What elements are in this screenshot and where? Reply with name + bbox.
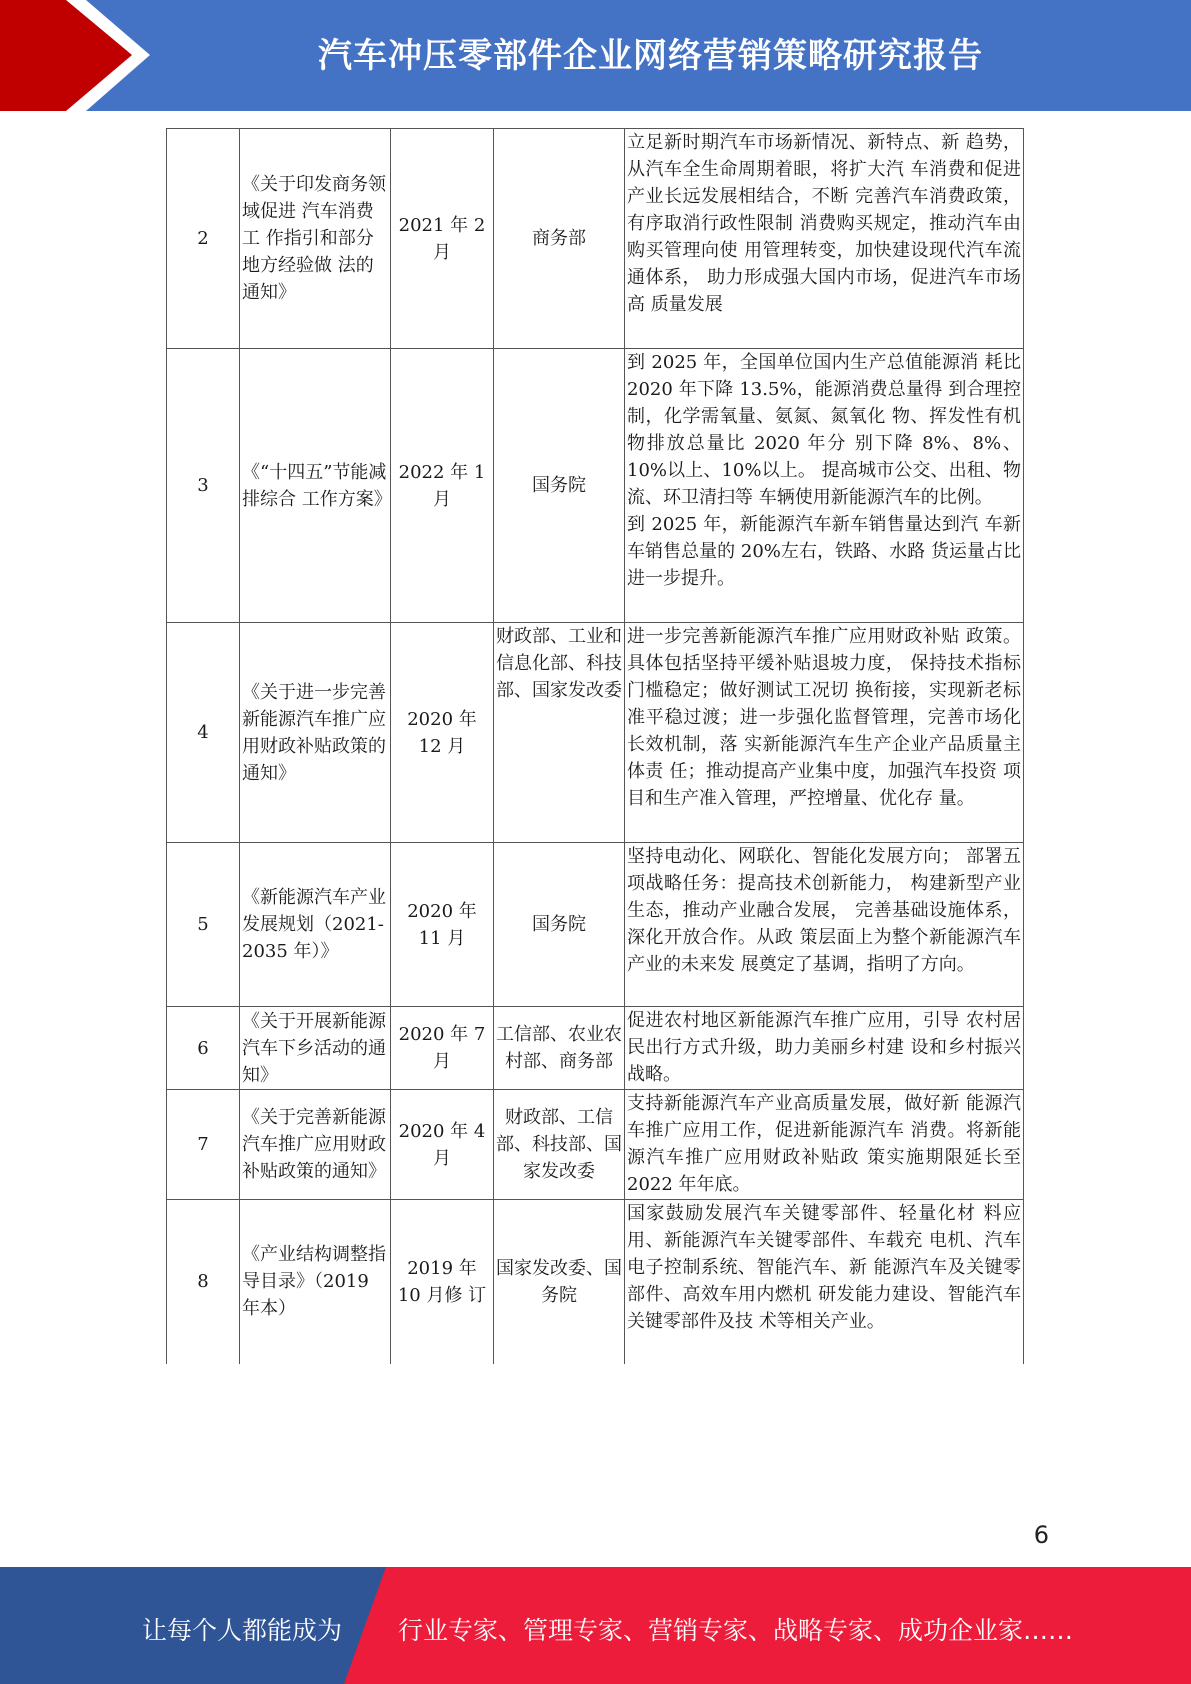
issuing-department: 商务部 (494, 129, 625, 349)
row-number: 2 (167, 129, 240, 349)
issue-date: 2020 年 11 月 (391, 843, 494, 1007)
row-number: 4 (167, 623, 240, 843)
issuing-department: 国务院 (494, 349, 625, 623)
policy-name: 《关于完善新能源汽车推广应用财政补贴政策的通知》 (240, 1090, 391, 1200)
description-paragraph: 到 2025 年，全国单位国内生产总值能源消 耗比 2020 年下降 13.5%，能源消费总量得 到合理控制，化学需氧量、氨氮、氮氧化 物、挥发性有机物排放总量比 2020 年分 别下降 8%、8%、10%以上、10%以上。 提高城市公交、出租、物流、环卫清扫等 车辆使用新能源汽车的比例。 (627, 352, 1021, 508)
issuing-department: 财政部、工业和信息化部、科技部、国家发改委 (494, 623, 625, 843)
footer-slogan-left: 让每个人都能成为 (142, 1616, 343, 1645)
issuing-department: 工信部、农业农村部、商务部 (494, 1007, 625, 1090)
page-footer (0, 1567, 1191, 1684)
table-row (167, 129, 1024, 349)
policy-description: 支持新能源汽车产业高质量发展，做好新 能源汽车推广应用工作，促进新能源汽车 消费。将新能源汽车推广应用财政补贴政 策实施期限延长至 2022 年年底。 (625, 1090, 1024, 1200)
issuing-department: 财政部、工信部、科技部、国家发改委 (494, 1090, 625, 1200)
row-number: 8 (167, 1200, 240, 1364)
issue-date: 2020 年 12 月 (391, 623, 494, 843)
issuing-department: 国务院 (494, 843, 625, 1007)
issue-date: 2019 年 10 月修 订 (391, 1200, 494, 1364)
row-number: 6 (167, 1007, 240, 1090)
policy-name: 《关于进一步完善新能源汽车推广应用财政补贴政策的通知》 (240, 623, 391, 843)
table-row (167, 349, 1024, 623)
issue-date: 2020 年 4 月 (391, 1090, 494, 1200)
row-number: 7 (167, 1090, 240, 1200)
policy-description: 进一步完善新能源汽车推广应用财政补贴 政策。具体包括坚持平缓补贴退坡力度， 保持技术指标门槛稳定；做好测试工况切 换衔接，实现新老标准平稳过渡；进一步强化监督管理，完善市场化长效机制，落 实新能源汽车生产企业产品质量主体责 任；推动提高产业集中度，加强汽车投资 项目和生产准入管理，严控增量、优化存 量。 (625, 623, 1024, 843)
row-number: 5 (167, 843, 240, 1007)
policy-name: 《关于开展新能源汽车下乡活动的通知》 (240, 1007, 391, 1090)
policy-description: 促进农村地区新能源汽车推广应用，引导 农村居民出行方式升级，助力美丽乡村建 设和乡村振兴战略。 (625, 1007, 1024, 1090)
policy-name: 《产业结构调整指导目录》（2019 年本） (240, 1200, 391, 1364)
issue-date: 2020 年 7 月 (391, 1007, 494, 1090)
policy-table (166, 128, 1024, 1364)
table-row (167, 1200, 1024, 1364)
page-header (0, 0, 1191, 111)
issue-date: 2021 年 2 月 (391, 129, 494, 349)
header-arrow-decoration-red (0, 0, 132, 111)
policy-description: 国家鼓励发展汽车关键零部件、轻量化材 料应用、新能源汽车关键零部件、车载充 电机、汽车电子控制系统、智能汽车、新 能源汽车及关键零部件、高效车用内燃机 研发能力建设、智能汽车关键零部件及技 术等相关产业。 (625, 1200, 1024, 1364)
description-paragraph: 到 2025 年，新能源汽车新车销售量达到汽 车新车销售总量的 20%左右，铁路、水路 货运量占比进一步提升。 (627, 514, 1021, 589)
table-row (167, 1090, 1024, 1200)
table-row (167, 843, 1024, 1007)
policy-name: 《“十四五”节能减排综合 工作方案》 (240, 349, 391, 623)
policy-description: 坚持电动化、网联化、智能化发展方向； 部署五项战略任务：提高技术创新能力， 构建新型产业生态，推动产业融合发展， 完善基础设施体系，深化开放合作。从政 策层面上为整个新能源汽车产业的未来发 展奠定了基调，指明了方向。 (625, 843, 1024, 1007)
policy-description (625, 349, 1024, 623)
issuing-department: 国家发改委、国务院 (494, 1200, 625, 1364)
table-row (167, 1007, 1024, 1090)
footer-slogan-right: 行业专家、管理专家、营销专家、战略专家、成功企业家…… (398, 1616, 1074, 1645)
policy-name: 《关于印发商务领域促进 汽车消费工 作指引和部分 地方经验做 法的通知》 (240, 129, 391, 349)
issue-date: 2022 年 1 月 (391, 349, 494, 623)
table-row (167, 623, 1024, 843)
policy-name: 《新能源汽车产业发展规划（2021-2035 年）》 (240, 843, 391, 1007)
row-number: 3 (167, 349, 240, 623)
page-number: 6 (1033, 1521, 1049, 1549)
policy-description: 立足新时期汽车市场新情况、新特点、新 趋势，从汽车全生命周期着眼，将扩大汽 车消费和促进产业长远发展相结合，不断 完善汽车消费政策，有序取消行政性限制 消费购买规定，推动汽车由购买管理向使 用管理转变，加快建设现代汽车流通体系， 助力形成强大国内市场，促进汽车市场高 质量发展 (625, 129, 1024, 349)
page-title: 汽车冲压零部件企业网络营销策略研究报告 (318, 36, 983, 76)
